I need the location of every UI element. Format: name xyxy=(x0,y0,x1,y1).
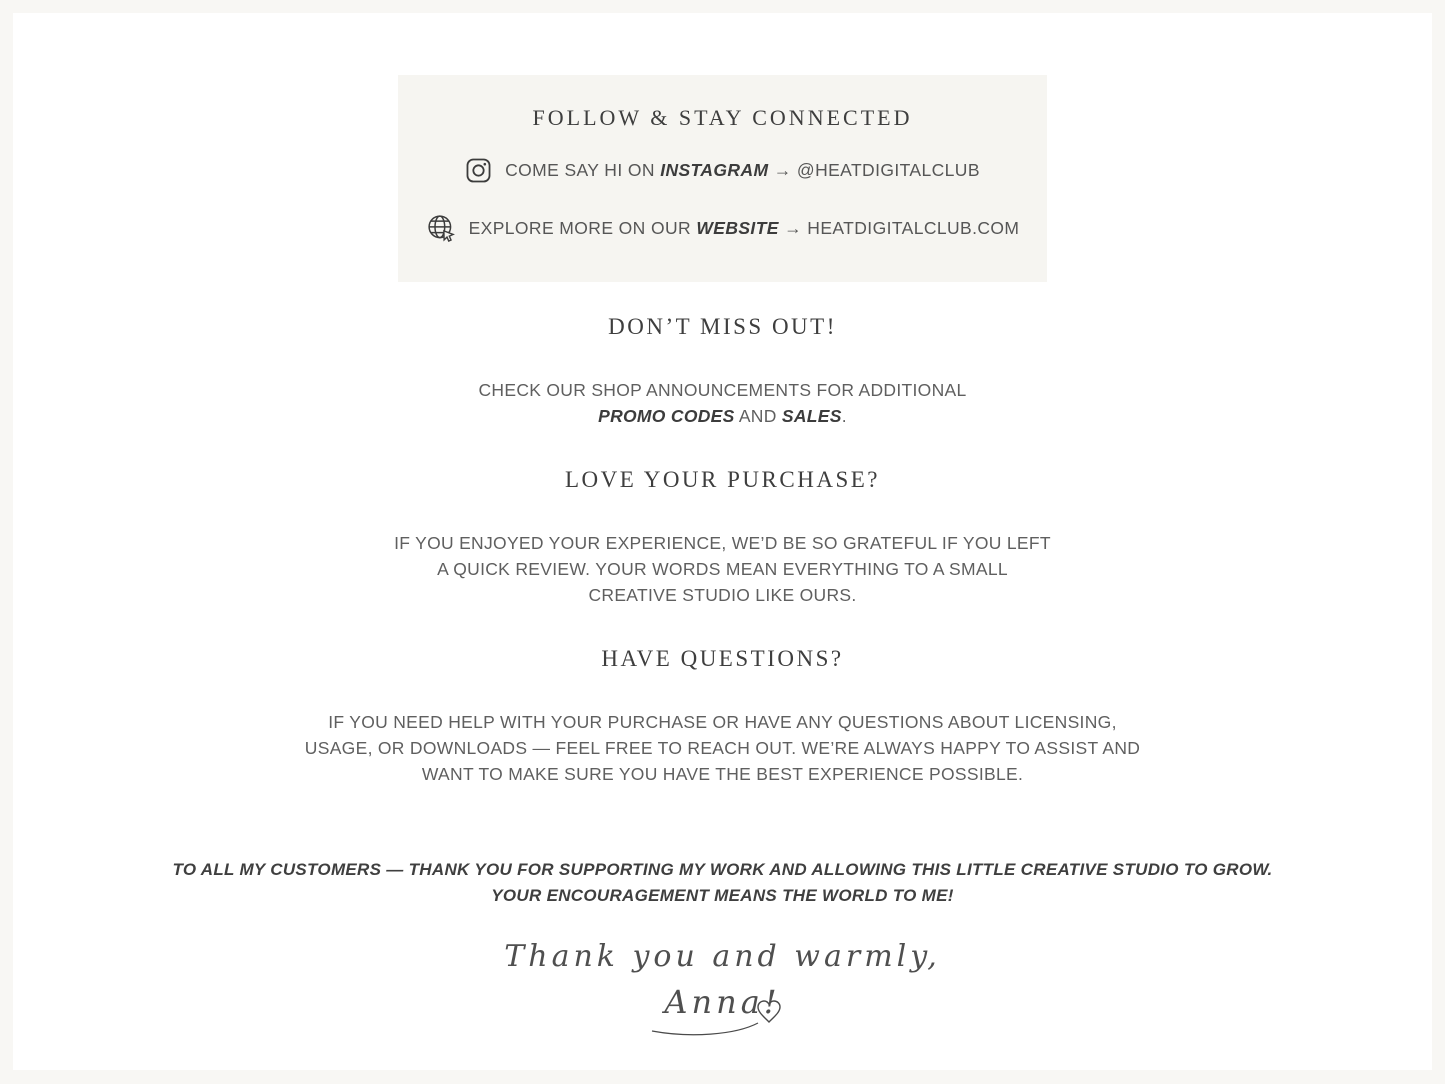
paragraph-line: CHECK OUR SHOP ANNOUNCEMENTS FOR ADDITIONAL xyxy=(478,380,967,400)
website-url: HEATDIGITALCLUB.COM xyxy=(807,217,1020,238)
paragraph-line: USAGE, OR DOWNLOADS — FEEL FREE TO REACH OUT. WE’RE ALWAYS HAPPY TO ASSIST AND xyxy=(304,738,1141,758)
paragraph-line: A QUICK REVIEW. YOUR WORDS MEAN EVERYTHING TO A SMALL xyxy=(437,559,1008,579)
instagram-text xyxy=(505,160,980,181)
connect-box xyxy=(398,75,1047,282)
note-line: TO ALL MY CUSTOMERS — THANK YOU FOR SUPPORTING MY WORK AND ALLOWING THIS LITTLE CREATIVE STUDIO TO GROW. xyxy=(172,860,1273,879)
website-text-highlight: WEBSITE xyxy=(696,217,779,238)
paragraph-line: IF YOU ENJOYED YOUR EXPERIENCE, WE’D BE SO GRATEFUL IF YOU LEFT xyxy=(394,533,1051,553)
signature-name-text: Anna! xyxy=(664,983,781,1021)
signature-closing: Thank you and warmly, xyxy=(504,939,941,974)
promo-codes-text: PROMO CODES xyxy=(598,406,735,426)
have-questions-paragraph xyxy=(13,709,1432,787)
instagram-handle: @HEATDIGITALCLUB xyxy=(796,160,980,180)
connect-box-title: FOLLOW & STAY CONNECTED xyxy=(532,105,913,130)
heading-love-your-purchase: LOVE YOUR PURCHASE? xyxy=(565,467,880,492)
dont-miss-out-paragraph xyxy=(13,377,1432,429)
heading-have-questions: HAVE QUESTIONS? xyxy=(601,646,844,671)
paragraph-text: AND xyxy=(734,406,782,426)
thank-you-card xyxy=(13,13,1432,1070)
instagram-text-highlight: INSTAGRAM xyxy=(660,160,769,180)
heading-dont-miss-out: DON’T MISS OUT! xyxy=(608,314,837,339)
signature-name xyxy=(664,983,780,1021)
arrow-right-glyph: → xyxy=(768,160,797,180)
instagram-row xyxy=(398,157,1047,184)
paragraph-line xyxy=(13,403,1432,429)
note-line: YOUR ENCOURAGEMENT MEANS THE WORLD TO ME! xyxy=(491,886,954,905)
signature-name-row xyxy=(13,983,1432,1035)
instagram-icon xyxy=(465,157,492,184)
paragraph-line: CREATIVE STUDIO LIKE OURS. xyxy=(588,585,857,605)
website-text xyxy=(469,218,1020,239)
website-row xyxy=(398,213,1047,243)
heart-icon xyxy=(650,989,800,1039)
instagram-text-prefix: COME SAY HI ON xyxy=(505,160,661,180)
globe-cursor-icon xyxy=(426,213,456,243)
customers-thank-you-note xyxy=(13,857,1432,909)
arrow-right-glyph: → xyxy=(778,217,808,238)
love-purchase-paragraph xyxy=(13,530,1432,608)
website-text-prefix: EXPLORE MORE ON OUR xyxy=(468,217,697,238)
sales-text: SALES xyxy=(781,406,842,426)
paragraph-line: WANT TO MAKE SURE YOU HAVE THE BEST EXPERIENCE POSSIBLE. xyxy=(421,764,1024,784)
paragraph-line: IF YOU NEED HELP WITH YOUR PURCHASE OR HAVE ANY QUESTIONS ABOUT LICENSING, xyxy=(328,712,1117,732)
paragraph-text: . xyxy=(841,406,847,426)
